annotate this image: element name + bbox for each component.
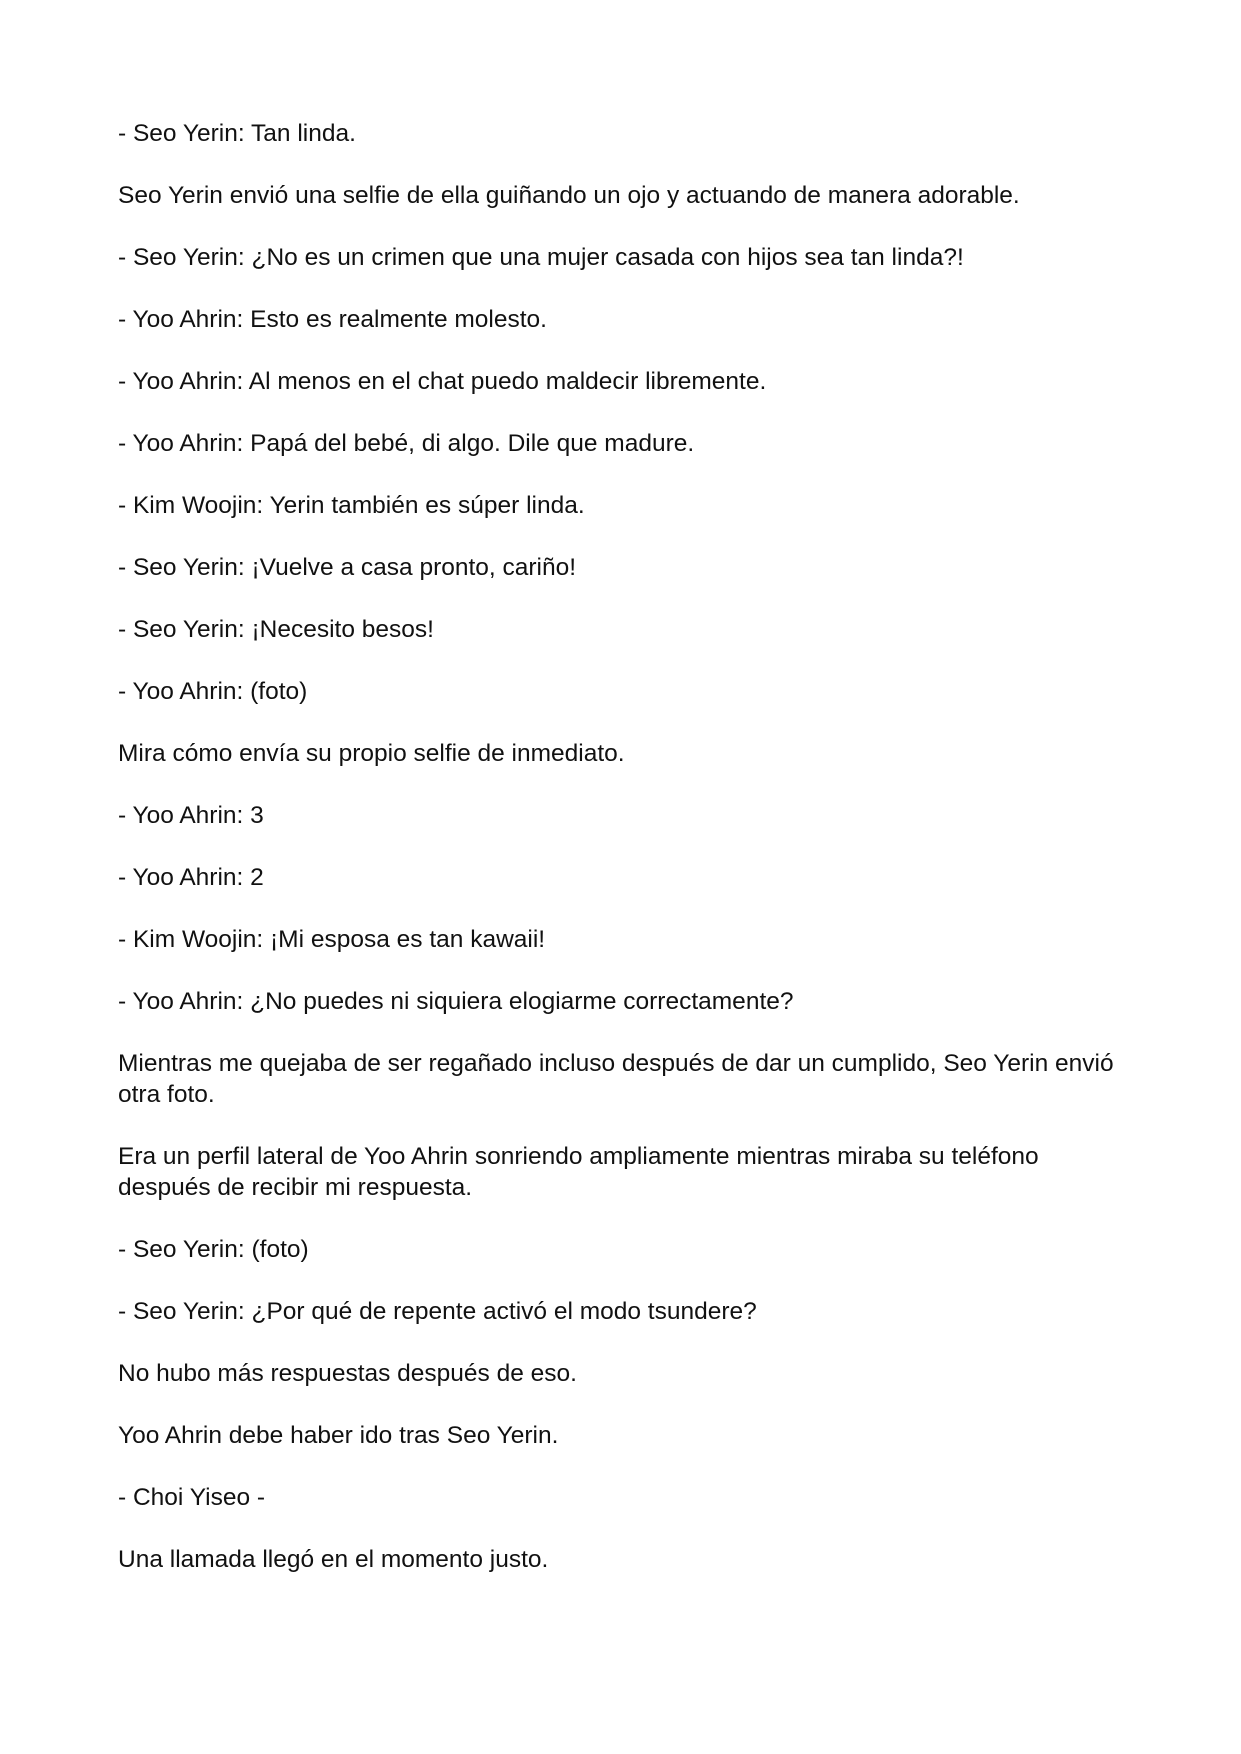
chat-line: - Seo Yerin: ¡Necesito besos!	[118, 616, 434, 643]
chat-line: - Yoo Ahrin: (foto)	[118, 678, 308, 705]
narration-paragraph: Mientras me quejaba de ser regañado incluso después de dar un cumplido, Seo Yerin envió otra foto.	[118, 1050, 1114, 1108]
document-body	[118, 118, 1128, 1606]
chat-line: - Yoo Ahrin: ¿No puedes ni siquiera elogiarme correctamente?	[118, 988, 794, 1015]
chat-line: - Yoo Ahrin: 3	[118, 802, 264, 829]
narration-paragraph: Seo Yerin envió una selfie de ella guiñando un ojo y actuando de manera adorable.	[118, 182, 1020, 209]
chat-line: - Yoo Ahrin: Al menos en el chat puedo maldecir libremente.	[118, 368, 767, 395]
scene-break-heading: - Choi Yiseo -	[118, 1484, 266, 1511]
chat-line: - Yoo Ahrin: Esto es realmente molesto.	[118, 306, 547, 333]
chat-line: - Seo Yerin: ¡Vuelve a casa pronto, cariño!	[118, 554, 577, 581]
chat-line: - Seo Yerin: (foto)	[118, 1236, 309, 1263]
narration-paragraph: Yoo Ahrin debe haber ido tras Seo Yerin.	[118, 1422, 559, 1449]
chat-line: - Kim Woojin: Yerin también es súper linda.	[118, 492, 585, 519]
chat-line: - Kim Woojin: ¡Mi esposa es tan kawaii!	[118, 926, 546, 953]
chat-line: - Yoo Ahrin: Papá del bebé, di algo. Dile que madure.	[118, 430, 695, 457]
narration-paragraph: Era un perfil lateral de Yoo Ahrin sonriendo ampliamente mientras miraba su teléfono después de recibir mi respuesta.	[118, 1143, 1039, 1201]
chat-line: - Seo Yerin: ¿No es un crimen que una mujer casada con hijos sea tan linda?!	[118, 244, 964, 271]
chat-line: - Seo Yerin: Tan linda.	[118, 120, 356, 147]
narration-paragraph: Una llamada llegó en el momento justo.	[118, 1546, 549, 1573]
narration-paragraph: Mira cómo envía su propio selfie de inmediato.	[118, 740, 625, 767]
chat-line: - Yoo Ahrin: 2	[118, 864, 264, 891]
chat-line: - Seo Yerin: ¿Por qué de repente activó el modo tsundere?	[118, 1298, 757, 1325]
narration-paragraph: No hubo más respuestas después de eso.	[118, 1360, 577, 1387]
